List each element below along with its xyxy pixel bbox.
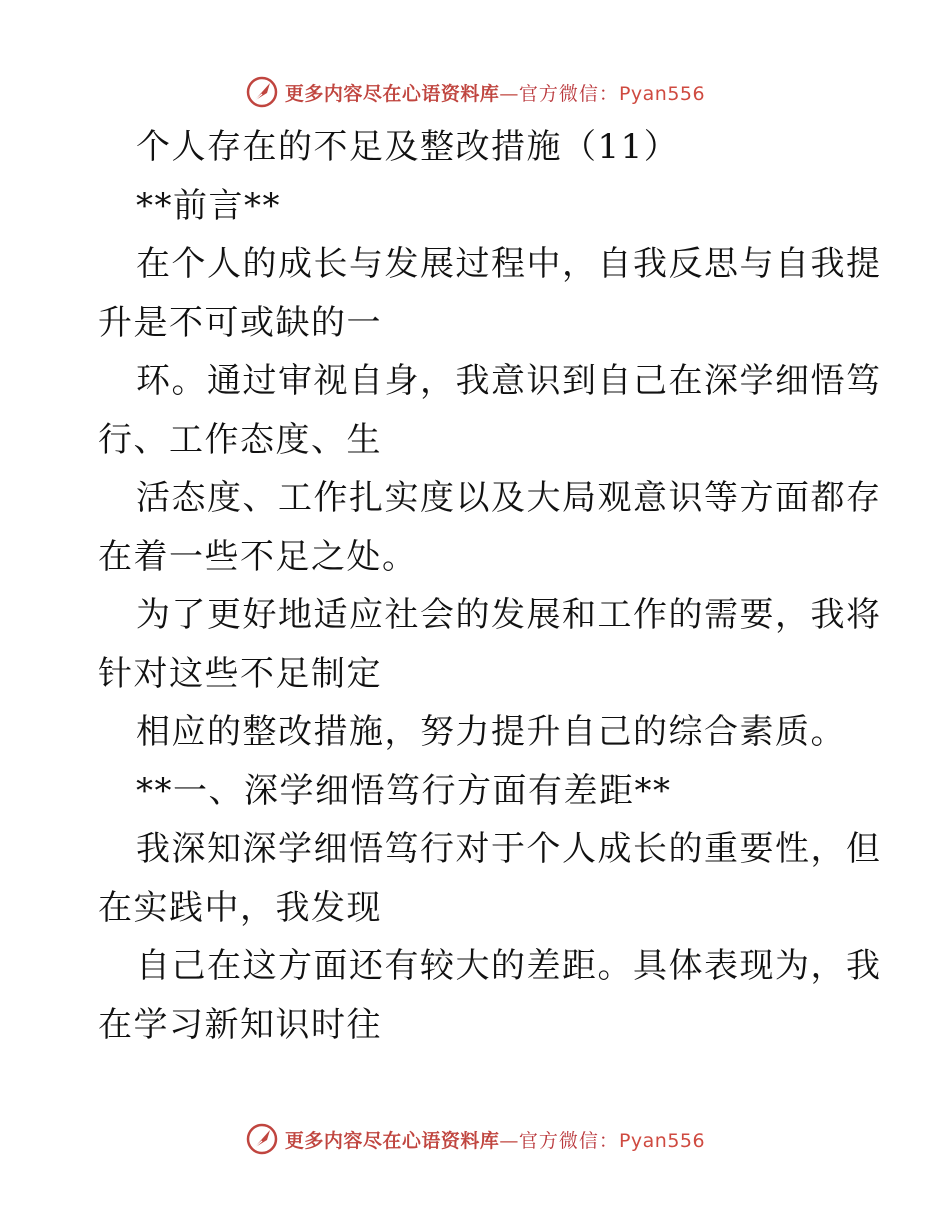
watermark-text xyxy=(285,1126,705,1153)
paragraph-line: 活态度、工作扎实度以及大局观意识等方面都存 xyxy=(136,478,882,518)
paragraph-line: 为了更好地适应社会的发展和工作的需要，我将 xyxy=(136,595,882,635)
paragraph-line: 升是不可或缺的一 xyxy=(98,302,382,343)
watermark-text xyxy=(285,79,705,106)
watermark-site: 更多内容尽在心语资料库 xyxy=(284,82,500,105)
document-title: 个人存在的不足及整改措施（11） xyxy=(136,127,680,167)
paragraph-line: 自己在这方面还有较大的差距。具体表现为，我 xyxy=(136,946,882,986)
watermark-site: 更多内容尽在心语资料库 xyxy=(284,1129,500,1152)
paragraph-line: 在实践中，我发现 xyxy=(98,887,382,928)
paragraph-line: 在着一些不足之处。 xyxy=(98,536,418,577)
paragraph-line: 环。通过审视自身，我意识到自己在深学细悟笃 xyxy=(136,361,882,401)
paragraph-line: 在个人的成长与发展过程中，自我反思与自我提 xyxy=(136,244,882,284)
watermark-wechat-label: 官方微信： xyxy=(518,82,619,105)
paragraph-line: 我深知深学细悟笃行对于个人成长的重要性，但 xyxy=(136,829,882,869)
quill-logo-icon xyxy=(245,1122,279,1156)
document-body xyxy=(98,118,882,1054)
paragraph-line: 在学习新知识时往 xyxy=(98,1004,382,1045)
section-heading-preface: **前言** xyxy=(136,185,281,226)
watermark-dash: — xyxy=(499,82,519,105)
watermark-account: Pyan556 xyxy=(618,82,706,105)
quill-logo-icon xyxy=(245,75,279,109)
paragraph-line: 针对这些不足制定 xyxy=(98,653,382,694)
header-watermark xyxy=(0,72,950,112)
paragraph-line: 行、工作态度、生 xyxy=(98,419,382,460)
watermark-account: Pyan556 xyxy=(618,1129,706,1152)
paragraph-line: 相应的整改措施，努力提升自己的综合素质。 xyxy=(136,712,846,752)
footer-watermark xyxy=(0,1119,950,1159)
watermark-dash: — xyxy=(499,1129,519,1152)
section-heading-1: **一、深学细悟笃行方面有差距** xyxy=(136,770,672,811)
watermark-wechat-label: 官方微信： xyxy=(518,1129,619,1152)
